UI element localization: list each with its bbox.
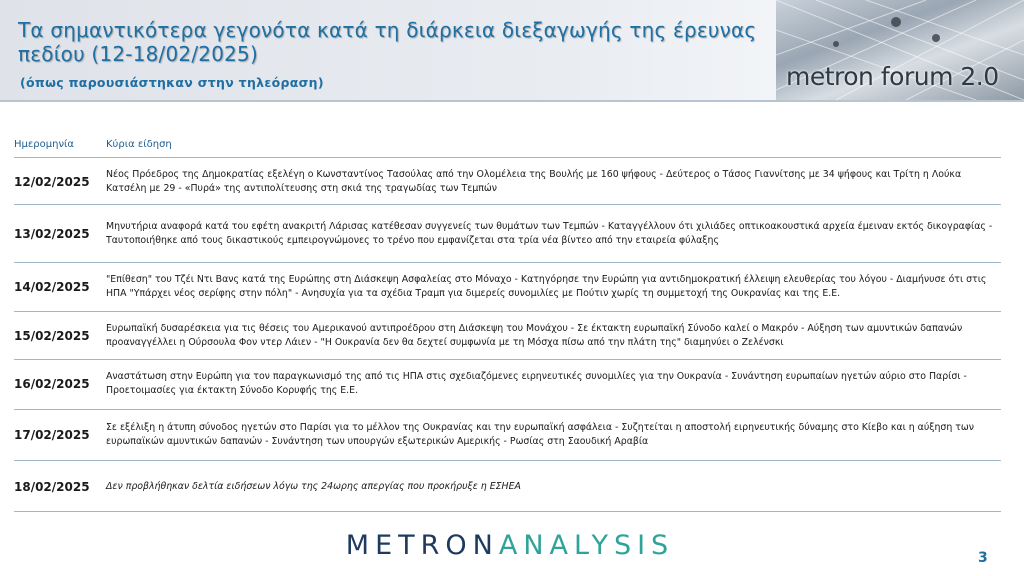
table-row — [14, 313, 1001, 359]
row-news: Νέος Πρόεδρος της Δημοκρατίας εξελέγη ο Κωνσταντίνος Τασούλας από την Ολομέλεια της Βουλής με 160 ψήφους - Δεύτερος ο Τάσος Γιαννίτσης με 34 ψήφους και Τρίτη η Λούκα Κατσέλη με 29 - «Πυρά» της αντιπολίτευσης στη σκιά της τραγωδίας των Τεμπών — [106, 168, 962, 194]
table-row — [14, 211, 1001, 257]
page-subtitle: (όπως παρουσιάστηκαν στην τηλεόραση) — [20, 75, 324, 90]
table-divider — [14, 409, 1001, 410]
metron-forum-logo-text: metron forum 2.0 — [786, 62, 999, 91]
row-date: 13/02/2025 — [14, 227, 90, 241]
table-divider — [14, 204, 1001, 205]
date-column-header: Ημερομηνία — [14, 139, 75, 150]
page-number: 3 — [978, 550, 988, 566]
metron-forum-banner — [776, 0, 1024, 100]
row-date: 15/02/2025 — [14, 329, 90, 343]
row-date: 16/02/2025 — [14, 377, 90, 391]
row-news: Αναστάτωση στην Ευρώπη για τον παραγκωνισμό της από τις ΗΠΑ στις σχεδιαζόμενες ειρηνευτικές συνομιλίες για την Ουκρανία - Συνάντηση ευρωπαίων ηγετών αύριο στο Παρίσι - Προετοιμασίες για έκτακτη Σύνοδο Κορυφής της Ε.Ε. — [106, 371, 967, 396]
logo-metron-text: METRON — [345, 530, 499, 561]
table-divider — [14, 511, 1001, 512]
row-date: 12/02/2025 — [14, 174, 90, 189]
row-date: 14/02/2025 — [14, 280, 90, 294]
logo-analysis-text: ANALYSIS — [498, 530, 675, 561]
row-date: 18/02/2025 — [14, 479, 90, 494]
news-column-header: Κύρια είδηση — [106, 139, 172, 150]
table-divider — [14, 262, 1001, 263]
row-news: Ευρωπαϊκή δυσαρέσκεια για τις θέσεις του Αμερικανού αντιπροέδρου στη Διάσκεψη του Μονάχου - Σε έκτακτη ευρωπαϊκή Σύνοδο καλεί ο Μακρόν - Αύξηση των αμυντικών δαπανών προαναγγέλλει η Ούρσουλα Φον ντερ Λάιεν - "Η Ουκρανία δεν θα δεχτεί συμφωνία με τη Μόσχα πίσω από την πλάτη της" διαμηνύει ο Ζελένσκι — [106, 323, 963, 348]
page-title: Τα σημαντικότερα γεγονότα κατά τη διάρκεια διεξαγωγής της έρευνας πεδίου (12-18/02/2025) — [18, 18, 757, 66]
row-news: Σε εξέλιξη η άτυπη σύνοδος ηγετών στο Παρίσι για το μέλλον της Ουκρανίας και την ευρωπαϊκή ασφάλεια - Συζητείται η αποστολή ειρηνευτικής δύναμης στο Κίεβο και η αύξηση των ευρωπαϊκών αμυντικών δαπανών - Συνάντηση των υπουργών εξωτερικών Αμερικής - Ρωσίας στη Σαουδική Αραβία — [106, 422, 975, 447]
row-news: "Επίθεση" του Τζέι Ντι Βανς κατά της Ευρώπης στη Διάσκεψη Ασφαλείας στο Μόναχο - Κατηγόρησε την Ευρώπη για αντιδημοκρατική έλλειψη ελευθερίας του λόγου - Διαμήνυσε ότι στις ΗΠΑ "Υπάρχει νέος σερίφης στην πόλη" - Ανησυχία για τα σχέδια Τραμπ για διμερείς συνομιλίες με Πούτιν χωρίς τη συμμετοχή της Ουκρανίας και της Ε.Ε. — [106, 274, 987, 299]
metron-analysis-logo — [310, 530, 710, 561]
header-divider — [0, 100, 1024, 102]
table-row — [14, 411, 1001, 459]
table-row — [14, 264, 1001, 310]
header-bar — [0, 0, 1024, 100]
row-news: Μηνυτήρια αναφορά κατά του εφέτη ανακριτή Λάρισας κατέθεσαν συγγενείς των θυμάτων των Τεμπών - Καταγγέλλουν ότι χιλιάδες οπτικοακουστικά αρχεία έμειναν εκτός δικογραφίας - Ταυτοποιήθηκε από τους δικαστικούς εμπειρογνώμονες το τρένο που εμφανίζεται στα τρία νέα βίντεο από την εταιρεία φύλαξης — [106, 221, 993, 246]
table-row — [14, 361, 1001, 407]
table-divider — [14, 460, 1001, 461]
row-date: 17/02/2025 — [14, 428, 90, 442]
table-divider — [14, 311, 1001, 312]
table-row — [14, 463, 1001, 510]
table-divider — [14, 157, 1001, 158]
table-row — [14, 160, 1001, 203]
row-news: Δεν προβλήθηκαν δελτία ειδήσεων λόγω της 24ωρης απεργίας που προκήρυξε η ΕΣΗΕΑ — [106, 480, 521, 492]
table-divider — [14, 359, 1001, 360]
